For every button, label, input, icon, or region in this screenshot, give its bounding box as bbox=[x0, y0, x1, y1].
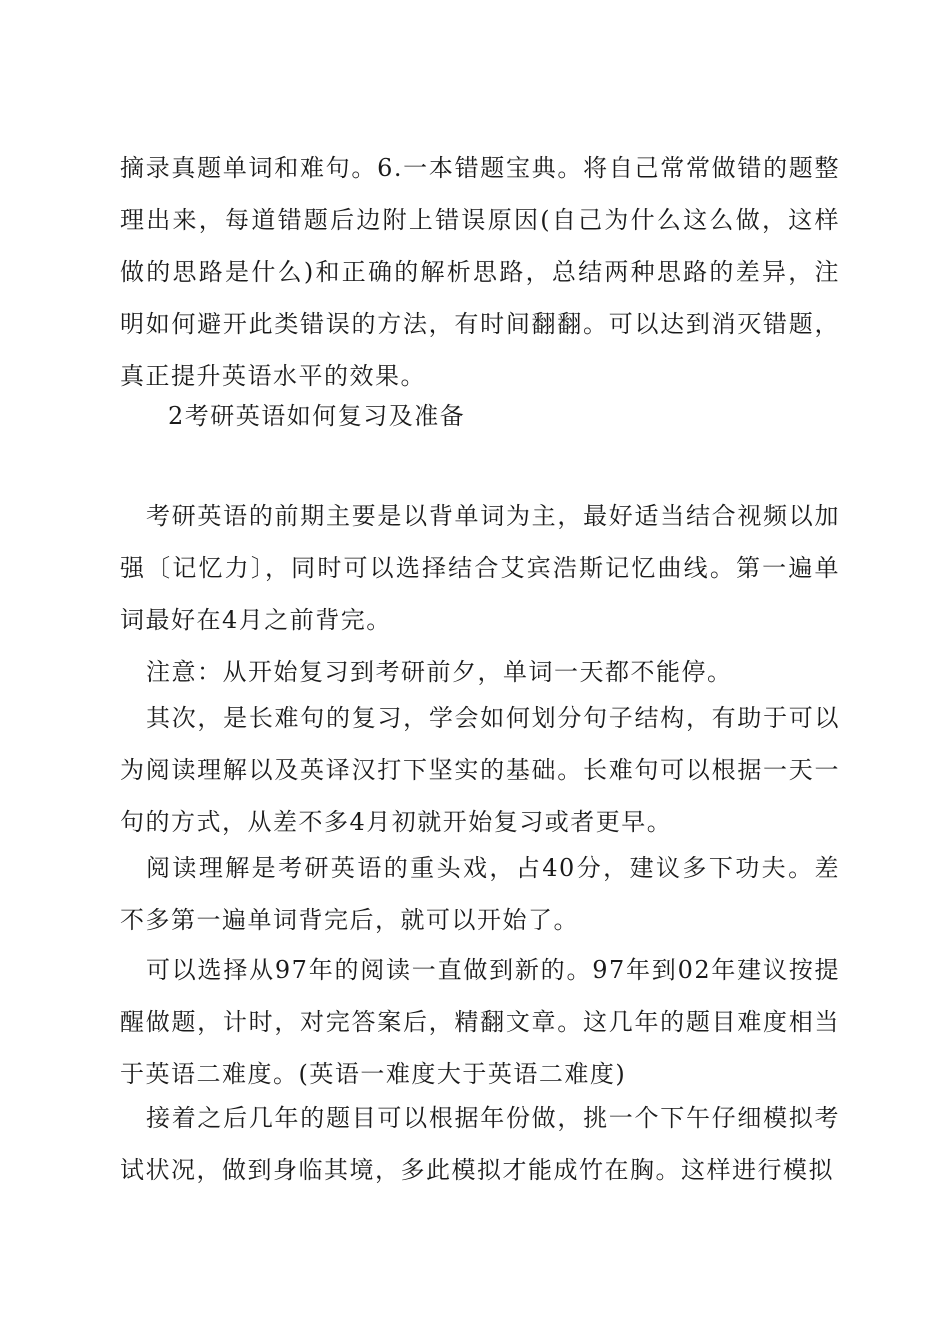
paragraph-vocabulary: 考研英语的前期主要是以背单词为主，最好适当结合视频以加强〔记忆力〕，同时可以选择结合艾宾浩斯记忆曲线。第一遍单词最好在4月之前背完。 bbox=[120, 502, 840, 634]
paragraph-mock-exams: 接着之后几年的题目可以根据年份做，挑一个下午仔细模拟考试状况，做到身临其境，多此模拟才能成竹在胸。这样进行模拟 bbox=[120, 1104, 840, 1184]
section-heading: 2考研英语如何复习及准备 bbox=[168, 402, 466, 430]
paragraph-past-papers: 可以选择从97年的阅读一直做到新的。97年到02年建议按提醒做题，计时，对完答案后，精翻文章。这几年的题目难度相当于英语二难度。(英语一难度大于英语二难度) bbox=[120, 956, 840, 1088]
paragraph-long-sentences: 其次，是长难句的复习，学会如何划分句子结构，有助于可以为阅读理解以及英译汉打下坚实的基础。长难句可以根据一天一句的方式，从差不多4月初就开始复习或者更早。 bbox=[120, 704, 840, 836]
paragraph-reading-comprehension: 阅读理解是考研英语的重头戏，占40分，建议多下功夫。差不多第一遍单词背完后，就可以开始了。 bbox=[120, 854, 840, 934]
paragraph-note: 注意：从开始复习到考研前夕，单词一天都不能停。 bbox=[146, 658, 733, 686]
paragraph-error-notebook: 摘录真题单词和难句。6.一本错题宝典。将自己常常做错的题整理出来，每道错题后边附上错误原因(自己为什么这么做，这样做的思路是什么)和正确的解析思路，总结两种思路的差异，注明如何避开此类错误的方法，有时间翻翻。可以达到消灭错题，真正提升英语水平的效果。 bbox=[120, 154, 840, 390]
